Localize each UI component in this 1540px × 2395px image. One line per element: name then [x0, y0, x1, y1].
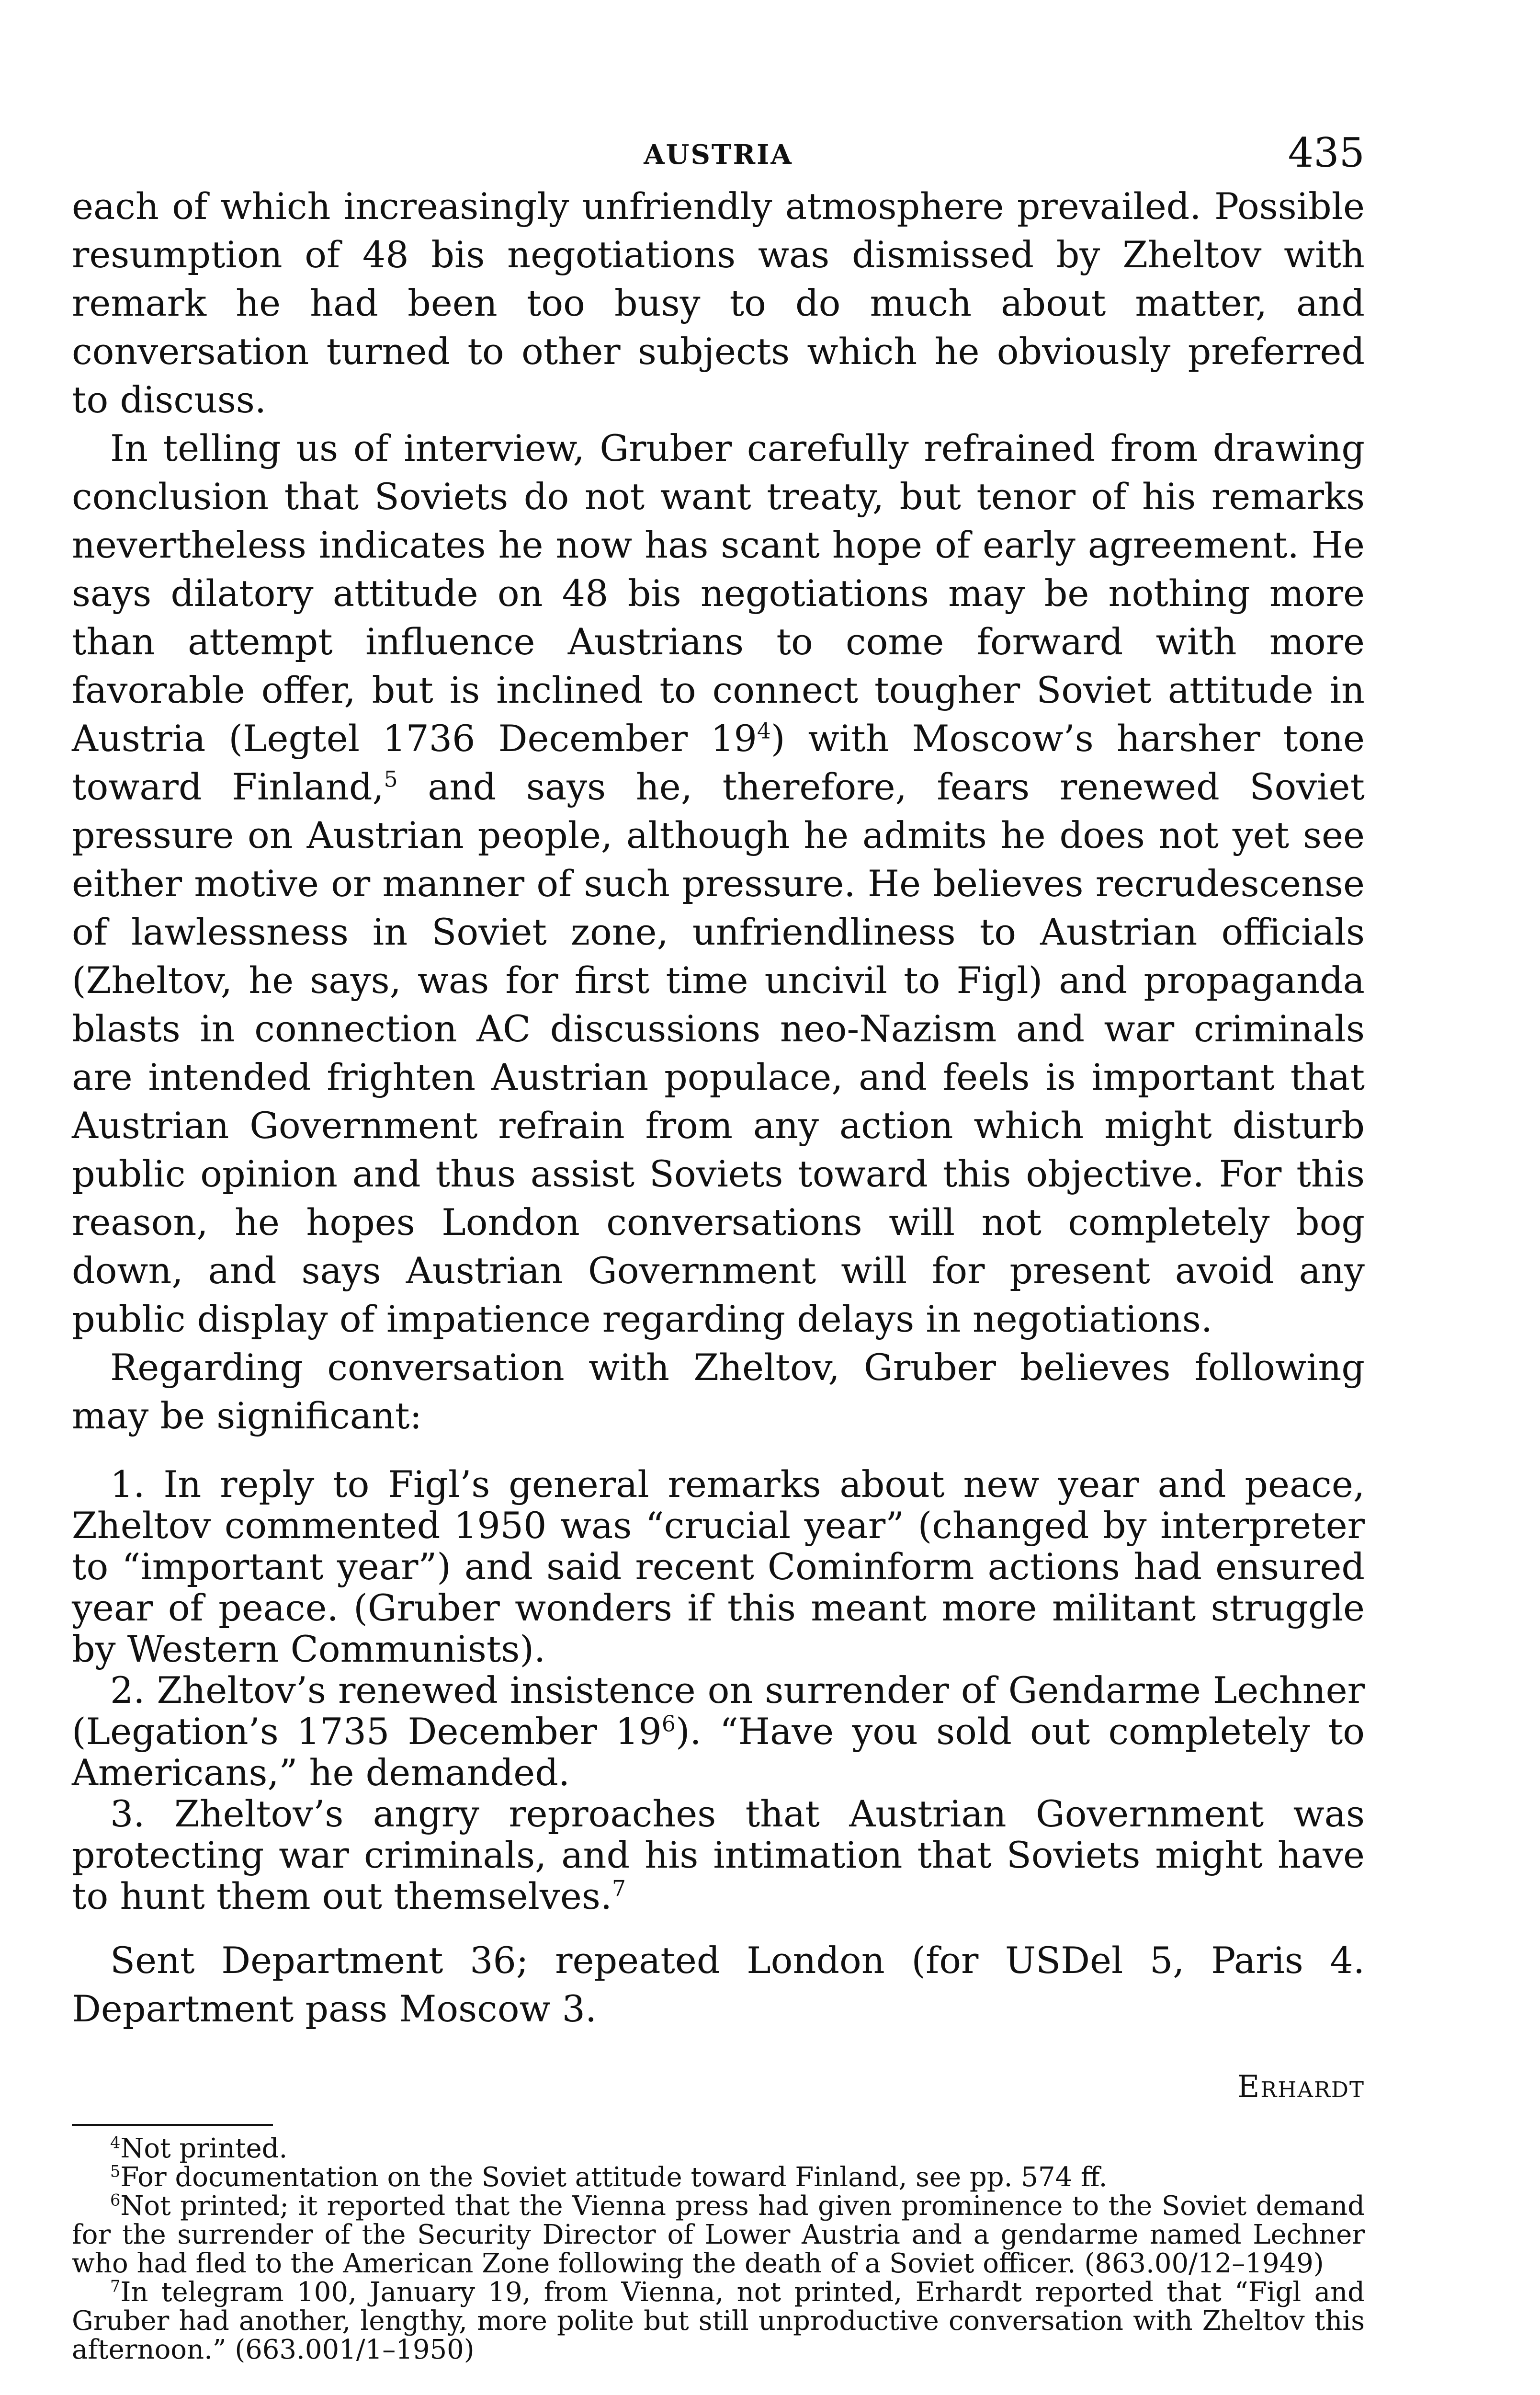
- footnote-ref-6: 6: [661, 1711, 676, 1737]
- footnotes: [72, 2134, 1365, 2364]
- page-number: 435: [1288, 129, 1365, 176]
- running-title: AUSTRIA: [644, 139, 793, 171]
- paragraph-regarding-conversation: Regarding conversation with Zheltov, Gruber believes following may be significant:: [72, 1346, 1365, 1437]
- paragraph-gruber-interview: [72, 424, 1365, 1343]
- footnote-divider: [72, 2124, 273, 2126]
- sent-line: Sent Department 36; repeated London (for USDel 5, Paris 4. Department pass Moscow 3.: [72, 1939, 1365, 2030]
- body-text: [72, 182, 1365, 1440]
- footnote-text: Not printed.: [120, 2133, 288, 2164]
- item-text: ). “Have you sold out completely to Americans,” he demanded.: [72, 1710, 1365, 1794]
- footnote-ref-4: 4: [757, 718, 771, 744]
- numbered-item-1: 1. In reply to Figl’s general remarks about new year and peace, Zheltov commented 1950 was “crucial year” (changed by interpreter to “important year”) and said recent Cominform actions had ensured year of peace. (Gruber wonders if this meant more militant struggle by Western Communists).: [72, 1463, 1365, 1670]
- numbered-list: [72, 1464, 1365, 1917]
- footnote-text: Not printed; it reported that the Vienna press had given prominence to the Soviet demand for the surrender of the Security Director of Lower Austria and a gendarme named Lechner who had fled to the American Zone following the death of a Soviet officer. (863.00/12–1949): [72, 2190, 1365, 2279]
- footnote-7: [72, 2278, 1365, 2364]
- footnote-ref-5: 5: [384, 766, 398, 792]
- footnote-mark-7: 7: [110, 2277, 121, 2296]
- item-text: 2. Zheltov’s renewed insistence on surrender of Gendarme Lechner (Legation’s 1735 December 19: [72, 1669, 1365, 1753]
- document-page: [72, 129, 1365, 2364]
- footnote-6: [72, 2192, 1365, 2278]
- footnote-ref-7: 7: [611, 1876, 626, 1902]
- item-text: 3. Zheltov’s angry reproaches that Austrian Government was protecting war criminals, and his intimation that Soviets might have to hunt them out themselves.: [72, 1792, 1365, 1917]
- paragraph-text: and says he, therefore, fears renewed Soviet pressure on Austrian people, although he admits he does not yet see either motive or manner of such pressure. He believes recrudescense of lawlessness in Soviet zone, unfriendliness to Austrian officials (Zheltov, he says, was for first time uncivil to Figl) and propaganda blasts in connection AC discussions neo-Nazism and war criminals are intended frighten Austrian populace, and feels is important that Austrian Government refrain from any action which might disturb public opinion and thus assist Soviets toward this objective. For this reason, he hopes London conversations will not completely bog down, and says Austrian Government will for present avoid any public display of impatience regarding delays in negotiations.: [72, 765, 1365, 1340]
- running-head: [72, 129, 1365, 182]
- footnote-text: For documentation on the Soviet attitude toward Finland, see pp. 574 ff.: [120, 2162, 1108, 2193]
- signature: Erhardt: [1237, 2069, 1365, 2105]
- footnote-mark-5: 5: [110, 2162, 121, 2181]
- footnote-mark-6: 6: [110, 2190, 121, 2210]
- paragraph-text: ) with Moscow’s harsher tone toward Finland,: [72, 717, 1365, 808]
- footnote-4: [72, 2134, 1365, 2163]
- paragraph-continued: each of which increasingly unfriendly atmosphere prevailed. Possible resumption of 48 bis negotiations was dismissed by Zheltov with remark he had been too busy to do much about matter, and conversation turned to other subjects which he obviously preferred to discuss.: [72, 185, 1365, 421]
- numbered-item-2: [72, 1670, 1365, 1793]
- numbered-item-3: [72, 1793, 1365, 1917]
- footnote-text: In telegram 100, January 19, from Vienna, not printed, Erhardt reported that “Figl and Gruber had another, lengthy, more polite but still unproductive conversation with Zheltov this afternoon.” (663.001/1–1950): [72, 2277, 1365, 2365]
- footnote-5: [72, 2163, 1365, 2192]
- paragraph-text: In telling us of interview, Gruber carefully refrained from drawing conclusion that Soviets do not want treaty, but tenor of his remarks nevertheless indicates he now has scant hope of early agreement. He says dilatory attitude on 48 bis negotiations may be nothing more than attempt influence Austrians to come forward with more favorable offer, but is inclined to connect tougher Soviet attitude in Austria (Legtel 1736 December 19: [72, 427, 1365, 760]
- footnote-mark-4: 4: [110, 2133, 121, 2152]
